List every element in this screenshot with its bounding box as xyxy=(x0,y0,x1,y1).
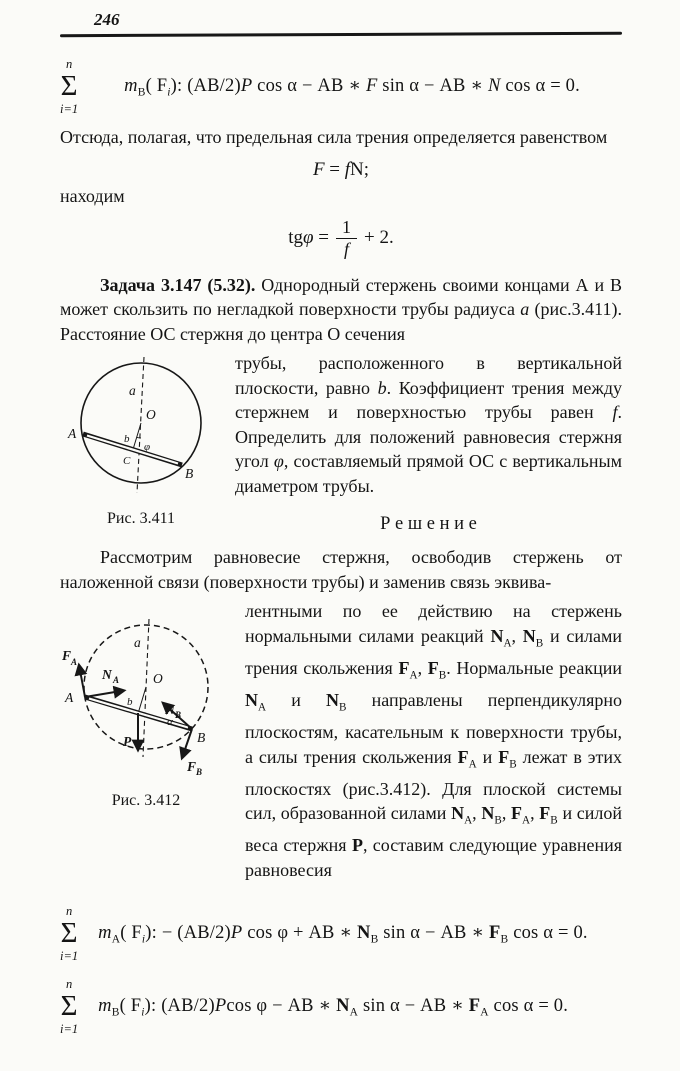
sum-lower-limit: i=1 xyxy=(60,101,79,116)
figure-3-412-drawing xyxy=(61,599,231,785)
label-point-c: C xyxy=(123,455,131,468)
fraction-numerator: 1 xyxy=(336,217,357,239)
label-center-o: O xyxy=(153,671,163,687)
label-friction-a-sub: A xyxy=(71,657,78,668)
label-center-o: O xyxy=(146,407,156,423)
label-point-b: B xyxy=(185,466,194,482)
label-phi: φ xyxy=(144,441,151,454)
equation-body: $m_B$( $F_i$): (AB/2)Pcos φ − AB ∗ $N_A$ sin α − AB ∗ $F_A$ cos α = 0. xyxy=(98,995,569,1019)
label-b: b xyxy=(124,433,130,446)
label-normal-b: N xyxy=(165,702,175,718)
tg-rhs: + 2. xyxy=(364,226,394,248)
tg-lhs: tgφ = xyxy=(288,226,330,248)
page-number: 246 xyxy=(94,10,120,29)
solution-text-column xyxy=(232,599,622,887)
sigma-glyph: Σ xyxy=(60,916,78,949)
page-header xyxy=(60,10,622,36)
task-figure-row xyxy=(60,351,622,535)
summation-symbol xyxy=(60,905,78,962)
equation-sum-moment-b xyxy=(60,978,622,1035)
sum-lower-limit: i=1 xyxy=(60,1021,79,1036)
sum-upper-limit: n xyxy=(65,904,73,919)
figure-3-412-caption: Рис. 3.412 xyxy=(111,792,181,810)
summation-symbol xyxy=(60,58,78,115)
label-alpha: α xyxy=(167,716,173,729)
equation-body: $m_B$( $F_i$): (AB/2)P cos α − AB ∗ F sin α − AB ∗ N cos α = 0. xyxy=(124,75,580,99)
normal-a-vector xyxy=(85,691,124,698)
solution-figure-row xyxy=(60,599,622,887)
label-normal-a-sub: A xyxy=(113,675,120,686)
label-normal-a: N xyxy=(102,667,112,683)
label-friction-b: F xyxy=(187,759,197,775)
task-text-column xyxy=(222,351,622,535)
solution-text-part2: лентными по ее действию на стержень нормальными силами реакций $N_A$, $N_B$ и силами трения скольжения $F_A$, $F_B$. Нормальные реакции $N_A$ и $N_B$ направлены перпендикулярно плоскостям, касательным к поверхности трубы, а силы трения скольжения $F_A$ и $F_B$ лежат в этих плоскостях (рис.3.412). Для плоской системы сил, образованной силами $N_A$, $N_B$, $F_A$, $F_B$ и силой веса стержня P, составим следующие уравнения равновесия xyxy=(245,601,623,880)
task-intro xyxy=(60,273,622,347)
sum-lower-limit: i=1 xyxy=(60,948,79,963)
label-point-a: A xyxy=(65,690,74,706)
label-radius-a: a xyxy=(134,635,141,651)
sigma-glyph: Σ xyxy=(60,989,78,1022)
fraction xyxy=(336,217,357,259)
figure-3-411-drawing xyxy=(66,351,216,503)
task-text-part1: Однородный стержень своими концами А и В может скользить по негладкой поверхности трубы радиуса a (рис.3.411). Расстояние ОС стержня до центра О сечения xyxy=(60,274,622,344)
label-weight-p: P xyxy=(123,734,132,750)
task-title: Задача 3.147 (5.32). xyxy=(100,274,256,295)
equation-f-equals-fn: F = fN; xyxy=(312,158,370,180)
paragraph-friction-limit: Отсюда, полагая, что предельная сила трения определяется равенством xyxy=(60,127,608,147)
summation-symbol xyxy=(60,978,78,1035)
figure-3-411-caption: Рис. 3.411 xyxy=(107,510,175,528)
sum-upper-limit: n xyxy=(65,57,73,71)
label-friction-a: F xyxy=(62,648,72,664)
label-point-b: B xyxy=(197,730,206,746)
rod-ab-core xyxy=(87,436,178,464)
fraction-denominator: f xyxy=(344,238,350,259)
word-nahodim: находим xyxy=(60,185,125,206)
solution-heading: Р е ш е н и е xyxy=(380,514,477,535)
task-text-part2: трубы, расположенного в вертикальной плоскости, равно b. Коэффициент трения между стержнем и поверхностью трубы равен f. Определить для положений равновесия стержня угол φ, составляемый прямой ОС с вертикальным диаметром трубы. xyxy=(235,353,622,496)
equation-sum-moment-a xyxy=(60,905,622,962)
label-radius-a: a xyxy=(129,383,136,399)
equation-tg-phi xyxy=(60,217,622,259)
label-point-a: A xyxy=(68,426,77,442)
label-b: b xyxy=(127,696,133,709)
sum-upper-limit: n xyxy=(65,977,73,992)
header-rule xyxy=(60,32,622,37)
figure-3-412 xyxy=(60,599,232,810)
figure-3-411 xyxy=(60,351,222,528)
equation-sum-moment-b-top xyxy=(60,58,622,115)
equation-body: $m_A$( $F_i$): − (AB/2)P cos φ + AB ∗ $N_B$ sin α − AB ∗ $F_B$ cos α = 0. xyxy=(98,922,588,946)
label-normal-b-sub: B xyxy=(175,710,182,721)
solution-text-part1: Рассмотрим равновесие стержня, освободив стержень от наложенной связи (поверхности трубы) и заменив связь эквива- xyxy=(60,547,622,592)
label-friction-b-sub: B xyxy=(196,767,203,778)
sigma-glyph: Σ xyxy=(60,69,78,102)
